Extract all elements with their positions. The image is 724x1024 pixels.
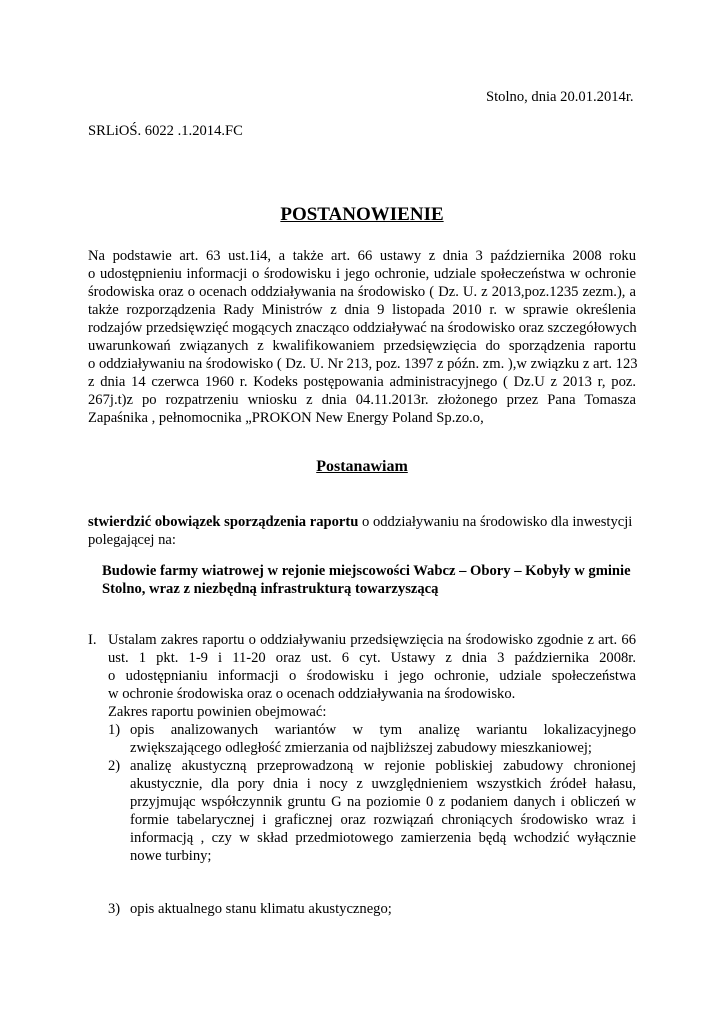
item-line: opis aktualnego stanu klimatu akustycznego;: [130, 901, 392, 917]
item-line: opis analizowanych wariantów w tym analizę wariantu lokalizacyjnego: [130, 722, 636, 738]
project-line: Stolno, wraz z niezbędną infrastrukturą towarzyszącą: [102, 581, 439, 597]
decision-rest: o oddziaływaniu na środowisko dla inwestycji: [358, 514, 633, 530]
section-line: w ochronie środowiska oraz o ocenach oddziaływania na środowisko.: [108, 686, 516, 702]
item-marker: 3): [108, 901, 121, 917]
intro-line: rodzajów przedsięwzięć mogących znacząco oddziaływać na środowisko oraz szczegółowych: [88, 320, 637, 336]
intro-line: także rozporządzenia Rady Ministrów z dnia 9 listopada 2010 r. w sprawie określenia: [88, 302, 636, 318]
decision-bold: stwierdzić obowiązek sporządzenia raportu: [88, 514, 359, 530]
project-line: Budowie farmy wiatrowej w rejonie miejscowości Wabcz – Obory – Kobyły w gminie: [102, 563, 631, 579]
place-date: Stolno, dnia 20.01.2014r.: [486, 89, 634, 105]
reference-number: SRLiOŚ. 6022 .1.2014.FC: [88, 123, 243, 139]
intro-line: Zapaśnika , pełnomocnika „PROKON New Energy Poland Sp.zo.o,: [88, 410, 484, 426]
scope-intro: Zakres raportu powinien obejmować:: [108, 704, 327, 720]
decision-line: [88, 513, 632, 531]
section-subtitle: Postanawiam: [316, 458, 408, 475]
item-line: zwiększającego odległość zmierzania od najbliższej zabudowy mieszkaniowej;: [130, 740, 592, 756]
item-line: informacją , czy w skład przedmiotowego zamierzenia będą wchodzić wyłącznie: [130, 830, 636, 846]
item-marker: 1): [108, 722, 121, 738]
section-line: ust. 1 pkt. 1-9 i 11-20 oraz ust. 6 cyt. Ustawy z dnia 3 października 2008r.: [108, 650, 636, 666]
item-line: akustycznie, dla pory dnia i nocy z uwzględnieniem wszystkich źródeł hałasu,: [130, 776, 636, 792]
section-marker: I.: [88, 632, 97, 648]
item-line: nowe turbiny;: [130, 848, 212, 864]
section-line: Ustalam zakres raportu o oddziaływaniu przedsięwzięcia na środowisko zgodnie z art. 66: [108, 632, 636, 648]
intro-line: Na podstawie art. 63 ust.1i4, a także art. 66 ustawy z dnia 3 października 2008 roku: [88, 248, 636, 264]
decision-line-2: polegającej na:: [88, 532, 176, 548]
intro-line: 267j.t)z po rozpatrzeniu wniosku z dnia 04.11.2013r. złożonego przez Pana Tomasza: [88, 392, 636, 408]
intro-line: o udostępnieniu informacji o środowisku i jego ochronie, udziale społeczeństwa w ochronie: [88, 266, 636, 282]
item-line: przyjmując współczynnik gruntu G na poziomie 0 z podaniem danych i obliczeń w: [130, 794, 636, 810]
intro-line: uwarunkowań związanych z kwalifikowaniem przedsięwzięcia do sporządzenia raportu: [88, 338, 636, 354]
item-line: formie tabelarycznej i graficznej oraz rozwiązań chroniących środowisko wraz i: [130, 812, 636, 828]
document-title: POSTANOWIENIE: [280, 204, 444, 225]
item-marker: 2): [108, 758, 121, 774]
intro-line: środowiska oraz o ocenach oddziaływania na środowisko ( Dz. U. z 2013,poz.1235 zezm.), a: [88, 284, 636, 300]
intro-line: z dnia 14 czerwca 1960 r. Kodeks postępowania administracyjnego ( Dz.U z 2013 r, poz.: [88, 374, 636, 390]
section-line: o udostępnianiu informacji o środowisku i jego ochronie, udziale społeczeństwa: [108, 668, 636, 684]
intro-line: o oddziaływaniu na środowisko ( Dz. U. Nr 213, poz. 1397 z późn. zm. ),w związku z art. 123: [88, 356, 638, 372]
item-line: analizę akustyczną przeprowadzoną w rejonie pobliskiej zabudowy chronionej: [130, 758, 636, 774]
